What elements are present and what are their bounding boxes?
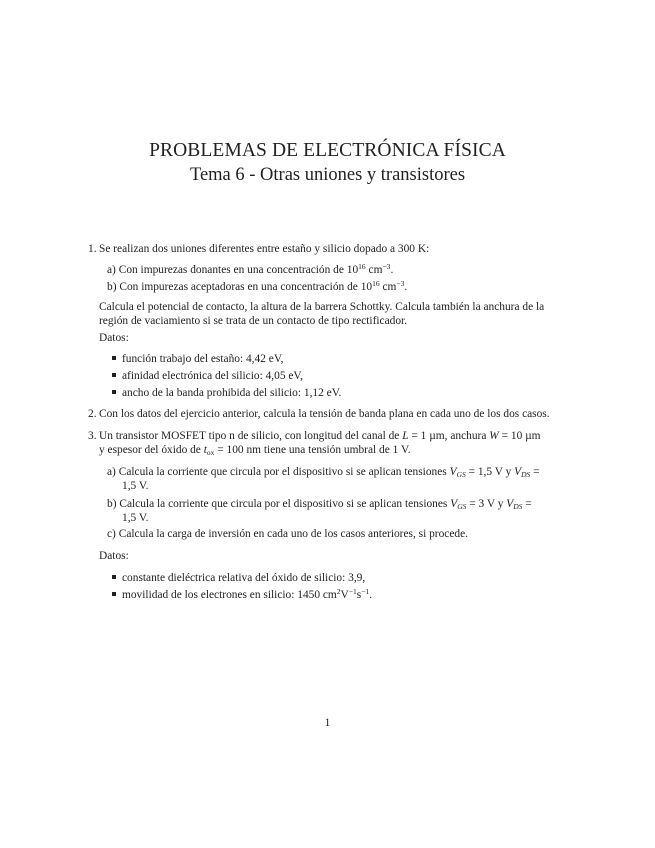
paragraph-line: región de vaciamiento si se trata de un contacto de tipo rectificador.	[99, 315, 408, 327]
vgs-symbol: V	[450, 498, 458, 510]
problem-number: 2.	[88, 408, 97, 420]
list-item	[107, 527, 468, 541]
item-continuation: 1,5 V.	[122, 512, 149, 524]
unit: s	[356, 589, 362, 601]
item-unit: cm	[382, 281, 397, 293]
item-label: c)	[107, 528, 116, 540]
width-value: = 10 µm	[501, 430, 541, 442]
data-text: función trabajo del estaño: 4,42 eV,	[122, 353, 284, 365]
list-item	[112, 588, 372, 602]
list-item	[107, 465, 540, 479]
item-label: a)	[107, 466, 116, 478]
vds-symbol: V	[514, 466, 522, 478]
vgs-subscript: GS	[456, 470, 466, 479]
data-text: ancho de la banda prohibida del silicio: 1,12 eV.	[122, 387, 342, 399]
data-label: Datos:	[99, 332, 129, 344]
vds-value: =	[525, 498, 532, 510]
problem-1	[88, 242, 430, 256]
list-item	[107, 280, 407, 294]
problem-statement: Con los datos del ejercicio anterior, calcula la tensión de banda plana en cada uno de los dos casos.	[99, 408, 550, 420]
list-item	[112, 571, 365, 585]
vgs-subscript: GS	[457, 502, 467, 511]
unit-exponent: −3	[396, 279, 405, 288]
list-item	[112, 352, 283, 366]
page-number: 1	[324, 717, 331, 729]
vds-symbol: V	[506, 498, 514, 510]
problem-statement-line-2	[99, 443, 411, 457]
oxide-value: = 100 nm tiene una tensión umbral de 1 V.	[217, 444, 411, 456]
oxide-symbol: t	[203, 444, 207, 456]
statement-text: y espesor del óxido de	[99, 444, 201, 456]
vgs-symbol: V	[449, 466, 457, 478]
vds-subscript: DS	[513, 502, 523, 511]
paragraph-line: Calcula el potencial de contacto, la altura de la barrera Schottky. Calcula también la anchura de la	[99, 301, 545, 313]
statement-text: Un transistor MOSFET tipo n de silicio, con longitud del canal de	[99, 430, 400, 442]
item-value: 10	[346, 264, 359, 276]
document-title: PROBLEMAS DE ELECTRÓNICA FÍSICA	[149, 140, 506, 161]
vds-value: =	[533, 466, 540, 478]
item-text: Calcula la carga de inversión en cada uno de los casos anteriores, si procede.	[118, 528, 469, 540]
item-unit: cm	[368, 264, 383, 276]
list-item	[112, 386, 341, 400]
item-label: b)	[107, 281, 117, 293]
bullet-icon	[112, 356, 116, 360]
unit-exponent: 2	[336, 587, 341, 596]
problem-statement-line-1	[99, 429, 541, 443]
bullet-icon	[112, 575, 116, 579]
item-end: .	[369, 589, 373, 601]
bullet-icon	[112, 390, 116, 394]
item-continuation: 1,5 V.	[122, 480, 149, 492]
data-text: afinidad electrónica del silicio: 4,05 eV,	[122, 370, 304, 382]
vgs-value: = 1,5 V y	[468, 466, 512, 478]
item-text: Con impurezas donantes en una concentración de	[118, 264, 344, 276]
bullet-icon	[112, 592, 116, 596]
data-label: Datos:	[99, 550, 129, 562]
problem-number: 3.	[88, 430, 97, 442]
item-text: Calcula la corriente que circula por el dispositivo si se aplican tensiones	[119, 498, 448, 510]
bullet-icon	[112, 373, 116, 377]
width-symbol: W	[489, 430, 499, 442]
problem-2	[88, 407, 550, 421]
data-text: constante dieléctrica relativa del óxido de silicio: 3,9,	[122, 572, 366, 584]
list-item	[112, 369, 303, 383]
item-exponent: 16	[358, 262, 366, 271]
item-text: Calcula la corriente que circula por el dispositivo si se aplican tensiones	[118, 466, 447, 478]
unit: V	[340, 589, 349, 601]
length-value: = 1 µm, anchura	[411, 430, 487, 442]
vgs-value: = 3 V y	[469, 498, 504, 510]
item-value: 10	[360, 281, 373, 293]
item-end: .	[390, 264, 394, 276]
item-label: a)	[107, 264, 116, 276]
list-item	[107, 497, 532, 511]
problem-statement: Se realizan dos uniones diferentes entre estaño y silicio dopado a 300 K:	[99, 243, 430, 255]
problem-3	[88, 429, 541, 443]
oxide-subscript: ox	[206, 448, 215, 457]
unit-exponent: −3	[382, 262, 391, 271]
length-symbol: L	[402, 430, 409, 442]
problem-number: 1.	[88, 243, 97, 255]
data-text: movilidad de los electrones en silicio: 1450 cm	[122, 589, 337, 601]
unit-exponent: −1	[361, 587, 370, 596]
list-item	[107, 263, 393, 277]
item-exponent: 16	[372, 279, 380, 288]
unit-exponent: −1	[348, 587, 357, 596]
vds-subscript: DS	[521, 470, 531, 479]
item-text: Con impurezas aceptadoras en una concentración de	[119, 281, 358, 293]
document-subtitle: Tema 6 - Otras uniones y transistores	[189, 165, 466, 185]
item-end: .	[404, 281, 408, 293]
item-label: b)	[107, 498, 117, 510]
